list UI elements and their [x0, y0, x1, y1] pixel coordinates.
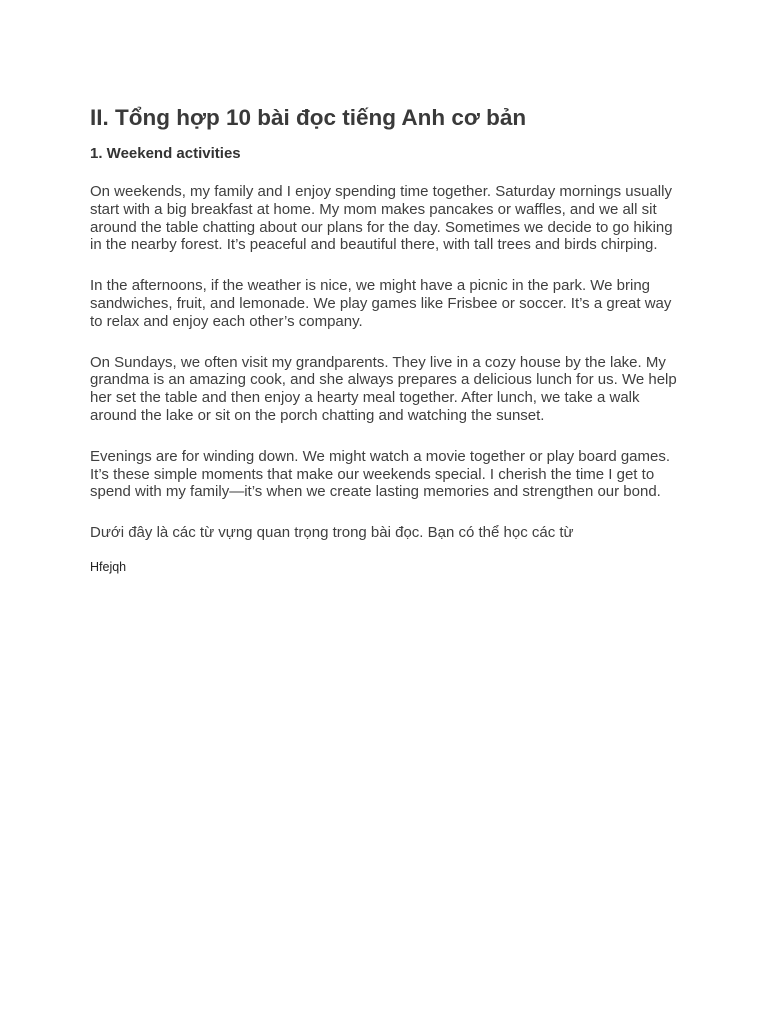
paragraph-4: Evenings are for winding down. We might watch a movie together or play board games. It’s these simple moments that make our weekends special. I cherish the time I get to spend with my family—it’s when we create lasting memories and strengthen our bond. — [90, 447, 671, 501]
paragraph-2: In the afternoons, if the weather is nice, we might have a picnic in the park. We bring sandwiches, fruit, and lemonade. We play games like Frisbee or soccer. It’s a great way to relax and enjoy each other’s company. — [90, 277, 672, 330]
document-page — [90, 103, 686, 575]
paragraph-3: On Sundays, we often visit my grandparents. They live in a cozy house by the lake. My grandma is an amazing cook, and she always prepares a delicious lunch for us. We help her set the table and then enjoy a hearty meal together. After lunch, we take a walk around the lake or sit on the porch chatting and watching the sunset. — [90, 353, 677, 424]
section-heading: 1. Weekend activities — [90, 145, 241, 162]
footer-note: Hfejqh — [90, 559, 127, 574]
paragraph-1: On weekends, my family and I enjoy spending time together. Saturday mornings usually start with a big breakfast at home. My mom makes pancakes or waffles, and we all sit around the table chatting about our plans for the day. Sometimes we decide to go hiking in the nearby forest. It’s peaceful and beautiful there, with tall trees and birds chirping. — [90, 183, 673, 254]
vocab-intro: Dưới đây là các từ vựng quan trọng trong bài đọc. Bạn có thể học các từ — [90, 524, 574, 542]
page-title: II. Tổng hợp 10 bài đọc tiếng Anh cơ bản — [90, 105, 527, 130]
